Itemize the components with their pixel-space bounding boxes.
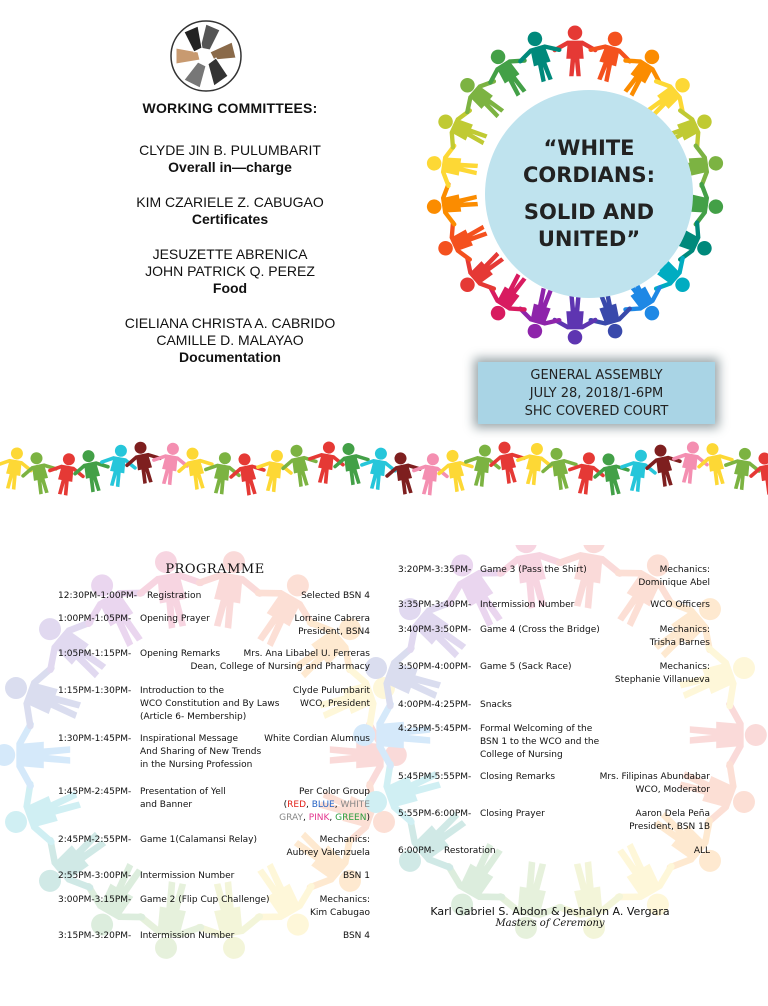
item-presenter bbox=[629, 808, 710, 834]
band-person bbox=[123, 440, 165, 486]
committee-group bbox=[60, 246, 400, 297]
activity-line: Opening Prayer bbox=[140, 614, 210, 624]
item-activity bbox=[140, 685, 279, 724]
item-time: 3:50PM-4:00PM- bbox=[398, 662, 472, 672]
item-activity bbox=[480, 661, 572, 674]
band-person bbox=[643, 441, 685, 489]
band-person bbox=[19, 449, 61, 497]
working-committees bbox=[60, 100, 400, 384]
item-time: 1:15PM-1:30PM- bbox=[58, 686, 132, 696]
ring-person bbox=[425, 180, 480, 227]
item-time: 4:00PM-4:25PM- bbox=[398, 700, 472, 710]
item-time: 4:25PM-5:45PM- bbox=[398, 724, 472, 734]
activity-line: and Banner bbox=[140, 800, 193, 810]
item-activity bbox=[480, 564, 587, 577]
ring-person bbox=[583, 26, 636, 86]
item-presenter bbox=[600, 771, 710, 797]
band-person bbox=[71, 447, 113, 495]
presenter-line: WCO Officers bbox=[650, 600, 710, 610]
activity-line: Intermission Number bbox=[480, 600, 575, 610]
item-time: 6:00PM- bbox=[398, 846, 435, 856]
item-presenter bbox=[295, 613, 371, 639]
band-person bbox=[410, 450, 450, 497]
mc-label: Masters of Ceremony bbox=[495, 918, 605, 929]
color-group-pink: PINK bbox=[308, 813, 330, 823]
activity-line: Closing Prayer bbox=[480, 809, 545, 819]
activity-line: Closing Remarks bbox=[480, 772, 556, 782]
presenter-line: BSN 4 bbox=[342, 931, 370, 941]
item-presenter bbox=[650, 624, 710, 650]
presenter-line: BSN 1 bbox=[342, 871, 370, 881]
activity-line: Game 1(Calamansi Relay) bbox=[140, 835, 257, 845]
item-time: 1:45PM-2:45PM- bbox=[58, 787, 132, 797]
band-person bbox=[514, 440, 554, 487]
watermark-person bbox=[134, 877, 208, 964]
band-person bbox=[435, 447, 477, 495]
color-sep: , bbox=[302, 813, 309, 823]
item-activity bbox=[140, 786, 226, 812]
activity-line: Game 5 (Sack Race) bbox=[480, 662, 572, 672]
item-activity bbox=[480, 808, 545, 821]
theme-line: “WHITE bbox=[543, 136, 635, 160]
item-presenter bbox=[301, 590, 370, 603]
presenter-line: Kim Cabugao bbox=[310, 908, 370, 918]
item-activity bbox=[140, 870, 234, 883]
member-name: JESUZETTE ABRENICA bbox=[152, 246, 308, 262]
presenter-line: Mrs. Ana Libabel U. Ferreras bbox=[243, 649, 370, 659]
item-presenter bbox=[293, 685, 370, 711]
item-activity bbox=[480, 771, 555, 784]
color-group-green: GREEN bbox=[335, 813, 367, 823]
band-person bbox=[383, 449, 425, 497]
assembly-date: JULY 28, 2018/1-6PM bbox=[529, 386, 664, 401]
item-time: 5:55PM-6:00PM- bbox=[398, 809, 472, 819]
activity-line: in the Nursing Profession bbox=[140, 760, 253, 770]
ring-person bbox=[431, 100, 494, 158]
presenter-line: WCO, President bbox=[300, 699, 370, 709]
presenter-line: Mechanics: bbox=[659, 565, 710, 575]
activity-line: College of Nursing bbox=[480, 750, 563, 760]
member-name: JOHN PATRICK Q. PEREZ bbox=[145, 263, 315, 279]
color-sep: , bbox=[306, 800, 312, 810]
programme-title: PROGRAMME bbox=[165, 562, 265, 577]
presenter-line: Mrs. Filipinas Abundabar bbox=[599, 772, 710, 782]
theme-line: SOLID AND bbox=[523, 200, 655, 224]
item-presenter bbox=[694, 845, 710, 858]
assembly-venue: SHC COVERED COURT bbox=[524, 404, 669, 419]
color-group-blue: BLUE bbox=[311, 800, 335, 810]
masters-of-ceremony bbox=[400, 905, 700, 929]
presenter-line: Selected BSN 4 bbox=[301, 591, 370, 601]
band-person bbox=[722, 445, 762, 492]
color-sep: , bbox=[334, 800, 341, 810]
activity-line: And Sharing of New Trends bbox=[140, 747, 262, 757]
item-time: 3:40PM-3:50PM- bbox=[398, 625, 472, 635]
theme-circle bbox=[485, 90, 693, 298]
item-time: 5:45PM-5:55PM- bbox=[398, 772, 472, 782]
band-person bbox=[150, 440, 190, 487]
color-group-close: ) bbox=[366, 813, 370, 823]
item-time: 3:15PM-3:20PM- bbox=[58, 931, 132, 941]
member-name: CAMILLE D. MALAYAO bbox=[156, 332, 304, 348]
presenter-line: President, BSN 1B bbox=[629, 822, 710, 832]
item-presenter bbox=[638, 564, 710, 590]
item-activity bbox=[480, 723, 599, 762]
item-time: 1:30PM-1:45PM- bbox=[58, 734, 132, 744]
item-activity bbox=[147, 590, 201, 603]
item-time: 2:55PM-3:00PM- bbox=[58, 871, 132, 881]
activity-line: WCO Constitution and By Laws bbox=[140, 699, 280, 709]
activity-line: Snacks bbox=[480, 700, 512, 710]
presenter-line: Trisha Barnes bbox=[649, 638, 710, 648]
item-activity bbox=[140, 733, 261, 772]
item-time: 12:30PM-1:00PM- bbox=[58, 591, 138, 601]
mc-names: Karl Gabriel S. Abdon & Jeshalyn A. Vergara bbox=[430, 905, 670, 918]
activity-line: Game 2 (Flip Cup Challenge) bbox=[140, 895, 270, 905]
item-presenter bbox=[279, 786, 370, 825]
presenter-line: Stephanie Villanueva bbox=[614, 675, 710, 685]
item-activity bbox=[140, 894, 270, 907]
band-person bbox=[227, 450, 269, 498]
member-name: CIELIANA CHRISTA A. CABRIDO bbox=[124, 315, 336, 331]
color-groups-line bbox=[279, 799, 370, 812]
watermark-person bbox=[690, 704, 767, 766]
presenter-line: Mechanics: bbox=[659, 662, 710, 672]
committee-role: Food bbox=[212, 280, 248, 296]
band-person bbox=[358, 445, 398, 492]
watermark-person bbox=[192, 877, 266, 964]
presenter-line: Lorraine Cabrera bbox=[294, 614, 370, 624]
activity-line: Game 4 (Cross the Bridge) bbox=[480, 625, 600, 635]
committee-group bbox=[60, 315, 400, 366]
item-presenter bbox=[343, 930, 370, 943]
item-presenter bbox=[287, 834, 371, 860]
presenter-line: ALL bbox=[693, 846, 710, 856]
presenter-line: Per Color Group bbox=[299, 787, 370, 797]
item-presenter bbox=[343, 870, 370, 883]
color-group-gray: GRAY bbox=[279, 813, 303, 823]
presenter-line: WCO, Moderator bbox=[635, 785, 710, 795]
ring-person bbox=[431, 212, 494, 270]
activity-line: (Article 6- Membership) bbox=[140, 712, 247, 722]
activity-line: Game 3 (Pass the Shirt) bbox=[480, 565, 587, 575]
item-time: 2:45PM-2:55PM- bbox=[58, 835, 132, 845]
color-group-white: WHITE bbox=[340, 800, 370, 810]
band-person bbox=[279, 441, 321, 489]
activity-line: Presentation of Yell bbox=[140, 787, 226, 797]
watermark-person bbox=[494, 857, 568, 944]
presenter-line: Dominique Abel bbox=[638, 578, 710, 588]
watermark-person bbox=[552, 857, 626, 944]
item-activity bbox=[140, 834, 257, 847]
hands-circle-icon bbox=[170, 20, 242, 92]
item-presenter bbox=[190, 648, 370, 674]
presenter-line: Aaron Dela Peña bbox=[635, 809, 710, 819]
general-assembly-box bbox=[478, 362, 715, 424]
presenter-line: Clyde Pulumbarit bbox=[292, 686, 370, 696]
item-time: 3:20PM-3:35PM- bbox=[398, 565, 472, 575]
item-time: 3:35PM-3:40PM- bbox=[398, 600, 472, 610]
item-presenter bbox=[310, 894, 370, 920]
activity-line: Intermission Number bbox=[140, 931, 235, 941]
committees-heading: WORKING COMMITTEES: bbox=[142, 100, 318, 116]
presenter-line: President, BSN4 bbox=[298, 627, 370, 637]
member-name: CLYDE JIN B. PULUMBARIT bbox=[139, 142, 321, 158]
activity-line: Registration bbox=[147, 591, 202, 601]
theme-line: CORDIANS: bbox=[522, 163, 656, 187]
presenter-line: Dean, College of Nursing and Pharmacy bbox=[190, 662, 370, 672]
item-presenter bbox=[650, 599, 710, 612]
presenter-line: Mechanics: bbox=[319, 895, 370, 905]
activity-line: BSN 1 to the WCO and the bbox=[480, 737, 600, 747]
item-activity bbox=[480, 699, 512, 712]
committee-role: Certificates bbox=[191, 211, 269, 227]
item-presenter bbox=[264, 733, 370, 746]
presenter-line: Mechanics: bbox=[319, 835, 370, 845]
item-time: 1:00PM-1:05PM- bbox=[58, 614, 132, 624]
item-time: 1:05PM-1:15PM- bbox=[58, 649, 132, 659]
presenter-line: Aubrey Valenzuela bbox=[286, 848, 370, 858]
item-activity bbox=[140, 613, 210, 626]
color-group-open: ( bbox=[283, 800, 288, 810]
committee-group bbox=[60, 194, 400, 228]
activity-line: Introduction to the bbox=[140, 686, 225, 696]
people-chain-icon bbox=[0, 440, 768, 502]
color-group-red: RED bbox=[287, 800, 306, 810]
item-activity bbox=[140, 930, 234, 943]
item-activity bbox=[480, 599, 574, 612]
ring-person bbox=[513, 26, 566, 86]
committee-group bbox=[60, 142, 400, 176]
item-time: 3:00PM-3:15PM- bbox=[58, 895, 132, 905]
item-activity bbox=[480, 624, 600, 637]
activity-line: Restoration bbox=[444, 846, 496, 856]
member-name: KIM CZARIELE Z. CABUGAO bbox=[136, 194, 324, 210]
color-sep: , bbox=[329, 813, 336, 823]
activity-line: Intermission Number bbox=[140, 871, 235, 881]
color-groups-line bbox=[279, 812, 370, 825]
activity-line: Formal Welcoming of the bbox=[480, 724, 593, 734]
band-person bbox=[591, 450, 633, 498]
item-activity bbox=[444, 845, 496, 858]
assembly-title: GENERAL ASSEMBLY bbox=[530, 368, 663, 383]
presenter-line: Mechanics: bbox=[659, 625, 710, 635]
theme-line: UNITED” bbox=[537, 227, 641, 251]
band-person bbox=[46, 450, 86, 497]
committee-role: Overall in—charge bbox=[168, 159, 292, 175]
committee-role: Documentation bbox=[179, 349, 281, 365]
activity-line: Opening Remarks bbox=[140, 649, 221, 659]
band-person bbox=[487, 440, 529, 486]
presenter-line: White Cordian Alumnus bbox=[264, 734, 370, 744]
item-presenter bbox=[615, 661, 710, 687]
activity-line: Inspirational Message bbox=[140, 734, 239, 744]
